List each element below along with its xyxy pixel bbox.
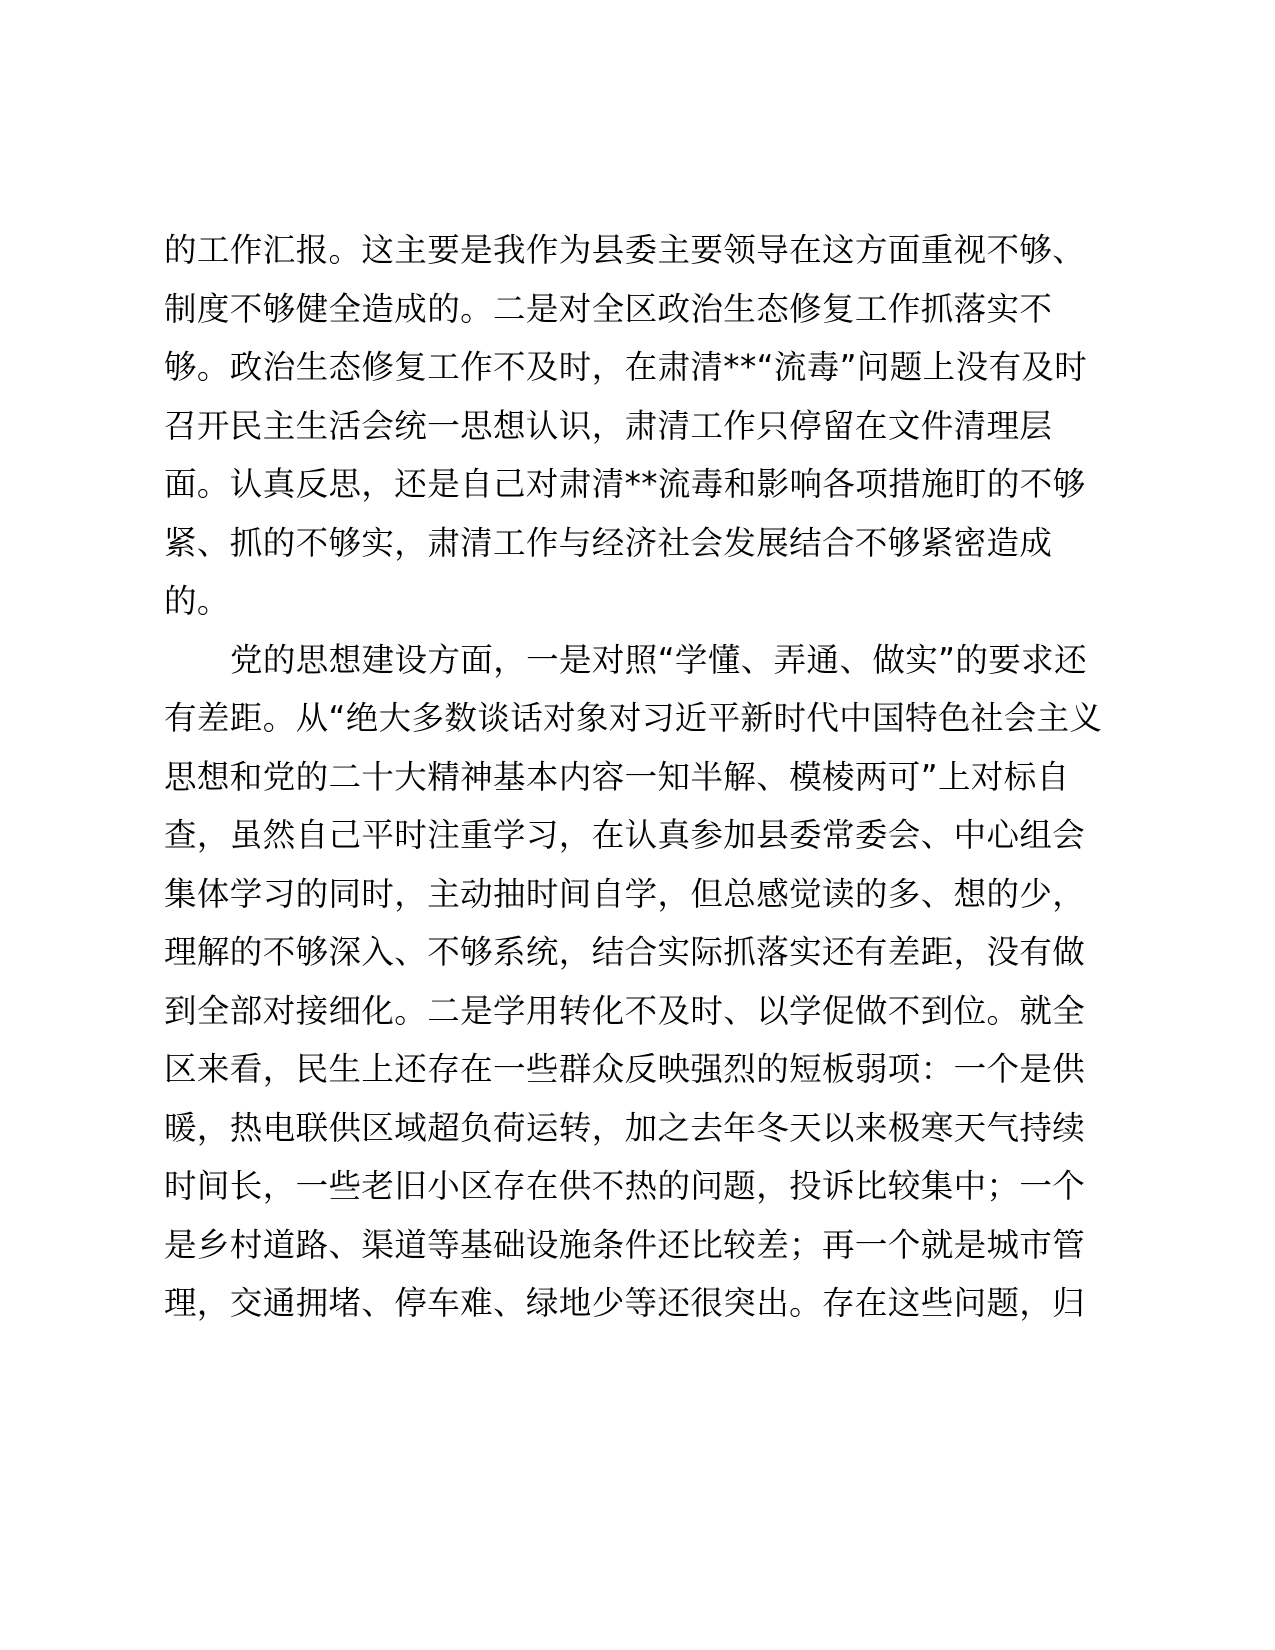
text-line: 到全部对接细化。二是学用转化不及时、以学促做不到位。就全	[164, 991, 1086, 1030]
text-line: 暖，热电联供区域超负荷运转，加之去年冬天以来极寒天气持续	[164, 1108, 1086, 1147]
text-line: 时间长，一些老旧小区存在供不热的问题，投诉比较集中；一个	[164, 1167, 1086, 1205]
text-line: 的工作汇报。这主要是我作为县委主要领导在这方面重视不够、	[164, 231, 1086, 269]
text-line: 够。政治生态修复工作不及时，在肃清**“流毒”问题上没有及时	[164, 348, 1088, 386]
text-line: 区来看，民生上还存在一些群众反映强烈的短板弱项：一个是供	[164, 1050, 1086, 1088]
document-body	[164, 221, 1124, 1333]
text-line: 理，交通拥堵、停车难、绿地少等还很突出。存在这些问题，归	[164, 1284, 1086, 1322]
text-line: 思想和党的二十大精神基本内容一知半解、模棱两可”上对标自	[164, 757, 1070, 796]
text-line: 的。	[164, 582, 230, 620]
paragraph-first-line: 党的思想建设方面，一是对照“学懂、弄通、做实”的要求还	[230, 640, 1087, 679]
text-line: 面。认真反思，还是自己对肃清**流毒和影响各项措施盯的不够	[164, 465, 1086, 503]
text-line: 有差距。从“绝大多数谈话对象对习近平新时代中国特色社会主义	[164, 699, 1103, 737]
text-line: 制度不够健全造成的。二是对全区政治生态修复工作抓落实不	[164, 289, 1053, 328]
text-line: 是乡村道路、渠道等基础设施条件还比较差；再一个就是城市管	[164, 1225, 1086, 1264]
text-line: 集体学习的同时，主动抽时间自学，但总感觉读的多、想的少，	[164, 874, 1086, 913]
text-line: 召开民主生活会统一思想认识，肃清工作只停留在文件清理层	[164, 406, 1053, 445]
text-line: 理解的不够深入、不够系统，结合实际抓落实还有差距，没有做	[164, 933, 1086, 971]
text-line: 紧、抓的不够实，肃清工作与经济社会发展结合不够紧密造成	[164, 523, 1053, 562]
text-line: 查，虽然自己平时注重学习，在认真参加县委常委会、中心组会	[164, 816, 1086, 854]
